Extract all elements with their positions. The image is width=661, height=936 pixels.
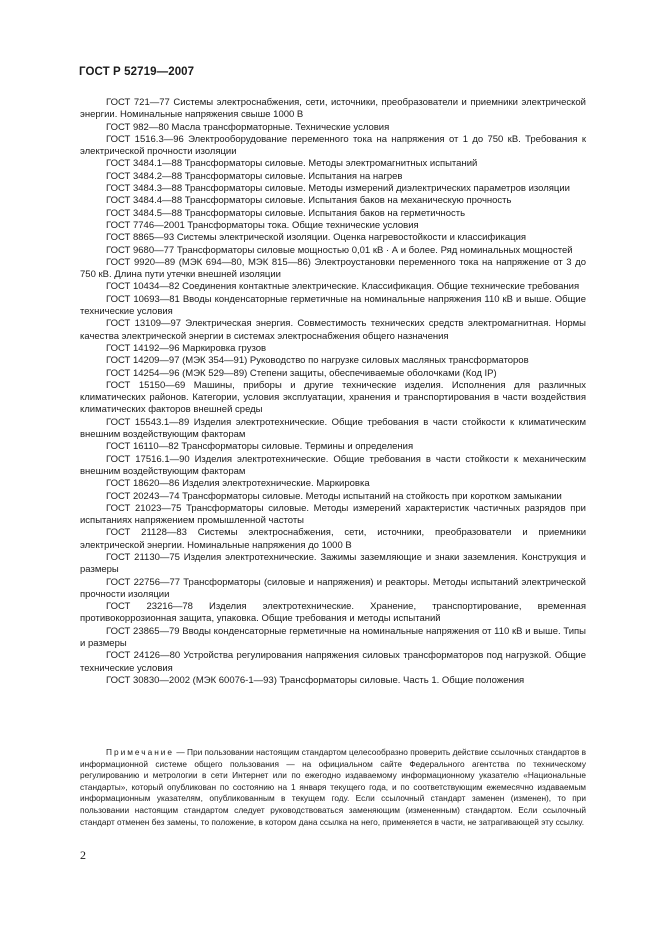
reference-item: ГОСТ 3484.5—88 Трансформаторы силовые. Испытания баков на герметичность — [106, 207, 466, 219]
reference-item: ГОСТ 23865—79 Вводы конденсаторные герметичные на номинальные напряжения от 110 кВ и выше. Типы и размеры — [80, 625, 586, 650]
reference-item: ГОСТ 8865—93 Системы электрической изоляции. Оценка нагревостойкости и классификация — [106, 232, 527, 244]
reference-item: ГОСТ 1516.3—96 Электрооборудование переменного тока на напряжения от 1 до 750 кВ. Требования к электрической прочности изоляции — [80, 133, 586, 158]
reference-item: ГОСТ 20243—74 Трансформаторы силовые. Методы испытаний на стойкость при коротком замыкании — [106, 490, 562, 502]
reference-item: ГОСТ 3484.4—88 Трансформаторы силовые. Испытания баков на механическую прочность — [106, 195, 512, 207]
reference-item: ГОСТ 3484.1—88 Трансформаторы силовые. Методы электромагнитных испытаний — [106, 158, 478, 170]
reference-item: ГОСТ 23216—78 Изделия электротехнические. Хранение, транспортирование, временная противокоррозионная защита, упаковка. Общие требования и методы испытаний — [80, 601, 586, 625]
reference-item: ГОСТ 18620—86 Изделия электротехнические. Маркировка — [106, 478, 370, 490]
reference-item: ГОСТ 21130—75 Изделия электротехнические. Зажимы заземляющие и знаки заземления. Конструкция и размеры — [80, 551, 586, 576]
reference-item: ГОСТ 14209—97 (МЭК 354—91) Руководство по нагрузке силовых масляных трансформаторов — [106, 355, 529, 367]
reference-item: ГОСТ 7746—2001 Трансформаторы тока. Общие технические условия — [106, 219, 419, 231]
note-text: — При пользовании настоящим стандартом целесообразно проверить действие ссылочных стандартов в информационной системе общего пользования — на официальном сайте Федерального агентства по техническому регулированию и метрологии в сети Интернет или по ежегодно издаваемому информационному указателю «Национальные стандарты», который опубликован по состоянию на 1 января текущего года, и по соответствующим ежемесячно издаваемым информационным указателям, опубликованным в текущем году. Если ссылочный стандарт заменен (изменен), то при пользовании настоящим стандартом следует руководствоваться заменяющим (измененным) стандартом. Если ссылочный стандарт отменен без замены, то положение, в котором дана ссылка на него, применяется в части, не затрагивающей эту ссылку. — [80, 747, 586, 827]
reference-item: ГОСТ 24126—80 Устройства регулирования напряжения силовых трансформаторов под нагрузкой. Общие технические условия — [80, 650, 586, 674]
reference-item: ГОСТ 30830—2002 (МЭК 60076-1—93) Трансформаторы силовые. Часть 1. Общие положения — [106, 674, 525, 686]
reference-item: ГОСТ 14192—96 Маркировка грузов — [106, 342, 267, 354]
reference-item: ГОСТ 3484.3—88 Трансформаторы силовые. Методы измерений диэлектрических параметров изоляции — [106, 183, 570, 195]
page-number: 2 — [80, 848, 86, 862]
reference-item: ГОСТ 17516.1—90 Изделия электротехнические. Общие требования в части стойкости к механическим внешним воздействующим факторам — [80, 453, 586, 477]
reference-item: ГОСТ 22756—77 Трансформаторы (силовые и напряжения) и реакторы. Методы испытаний электрической прочности изоляции — [80, 576, 586, 600]
note-label: Примечание — [106, 747, 175, 757]
reference-item: ГОСТ 15150—69 Машины, приборы и другие технические изделия. Исполнения для различных климатических районов. Категории, условия эксплуатации, хранения и транспортирования в части воздействия климатических факторов внешней среды — [80, 379, 586, 416]
reference-item: ГОСТ 10693—81 Вводы конденсаторные герметичные на номинальные напряжения 110 кВ и выше. Общие технические условия — [80, 293, 586, 318]
reference-item: ГОСТ 21023—75 Трансформаторы силовые. Методы измерений характеристик частичных разрядов при испытаниях напряжением промышленной частоты — [80, 502, 586, 527]
reference-item: ГОСТ 9680—77 Трансформаторы силовые мощностью 0,01 кВ · А и более. Ряд номинальных мощностей — [106, 244, 573, 256]
reference-item: ГОСТ 721—77 Системы электроснабжения, сети, источники, преобразователи и приемники электрической энергии. Номинальные напряжения свыше 1000 В — [80, 97, 586, 121]
note-block — [80, 747, 586, 828]
reference-item: ГОСТ 15543.1—89 Изделия электротехнические. Общие требования в части стойкости к климатическим внешним воздействующим факторам — [80, 416, 586, 441]
note-paragraph — [80, 747, 586, 828]
reference-item: ГОСТ 16110—82 Трансформаторы силовые. Термины и определения — [106, 441, 414, 453]
reference-item: ГОСТ 21128—83 Системы электроснабжения, сети, источники, преобразователи и приемники электрической энергии. Номинальные напряжения до 1000 В — [80, 527, 586, 551]
reference-item: ГОСТ 10434—82 Соединения контактные электрические. Классификация. Общие технические требования — [106, 281, 580, 293]
normative-references-list — [80, 97, 586, 687]
reference-item: ГОСТ 14254—96 (МЭК 529—89) Степени защиты, обеспечиваемые оболочками (Код IP) — [106, 367, 497, 379]
reference-item: ГОСТ 982—80 Масла трансформаторные. Технические условия — [106, 121, 390, 133]
reference-item: ГОСТ 13109—97 Электрическая энергия. Совместимость технических средств электромагнитная. Нормы качества электрической энергии в системах электроснабжения общего назначения — [80, 318, 586, 342]
document-header: ГОСТ Р 52719—2007 — [79, 66, 195, 78]
reference-item: ГОСТ 3484.2—88 Трансформаторы силовые. Испытания на нагрев — [106, 170, 403, 182]
reference-item: ГОСТ 9920—89 (МЭК 694—80, МЭК 815—86) Электроустановки переменного тока на напряжение от 3 до 750 кВ. Длина пути утечки внешней изоляции — [80, 256, 586, 281]
